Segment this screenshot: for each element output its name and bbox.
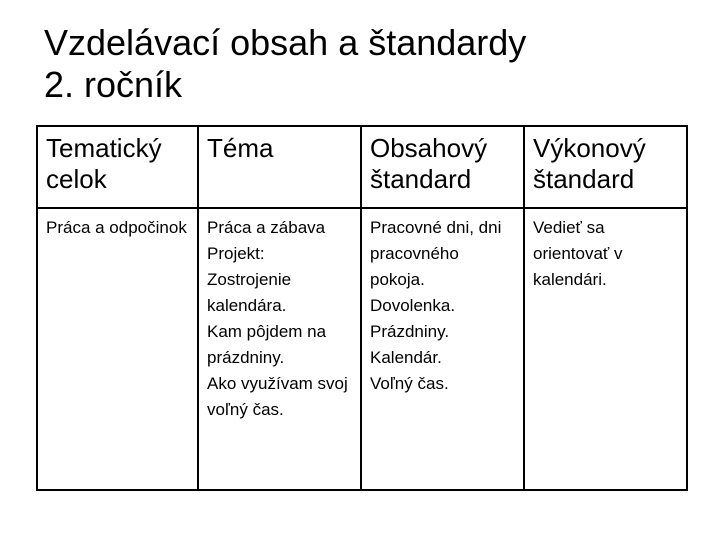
slide-title [44,22,684,106]
cell-topic [198,208,361,490]
cell-thematic-unit: Práca a odpočinok [37,208,198,490]
topic-item: Ako využívam svoj voľný čas. [207,374,348,419]
table-header-row [37,126,687,208]
content-item: Prázdniny. [370,322,450,341]
header-content-standard-line1: Obsahový [370,133,488,163]
curriculum-table [36,125,688,491]
header-performance-standard-line2: štandard [533,164,635,194]
header-thematic-unit [37,126,198,208]
topic-item: Kam pôjdem na prázdniny. [207,322,327,367]
slide-title-line1: Vzdelávací obsah a štandardy [44,22,527,63]
table-row [37,208,687,490]
content-item: Voľný čas. [370,374,449,393]
content-item: Pracovné dni, dni pracovného pokoja. [370,218,502,289]
content-item: Dovolenka. [370,296,456,315]
header-content-standard-line2: štandard [370,164,472,194]
cell-content-standard [361,208,524,490]
header-thematic-unit-line2: celok [46,164,107,194]
header-topic: Téma [198,126,361,208]
slide-title-line2: 2. ročník [44,64,183,105]
header-content-standard [361,126,524,208]
topic-item: Zostrojenie kalendára. [207,270,292,315]
cell-performance-standard: Vedieť sa orientovať v kalendári. [524,208,687,490]
header-performance-standard-line1: Výkonový [533,133,646,163]
header-performance-standard [524,126,687,208]
content-item: Kalendár. [370,348,442,367]
topic-item: Práca a zábava [207,218,326,237]
header-thematic-unit-line1: Tematický [46,133,162,163]
topic-item: Projekt: [207,244,265,263]
